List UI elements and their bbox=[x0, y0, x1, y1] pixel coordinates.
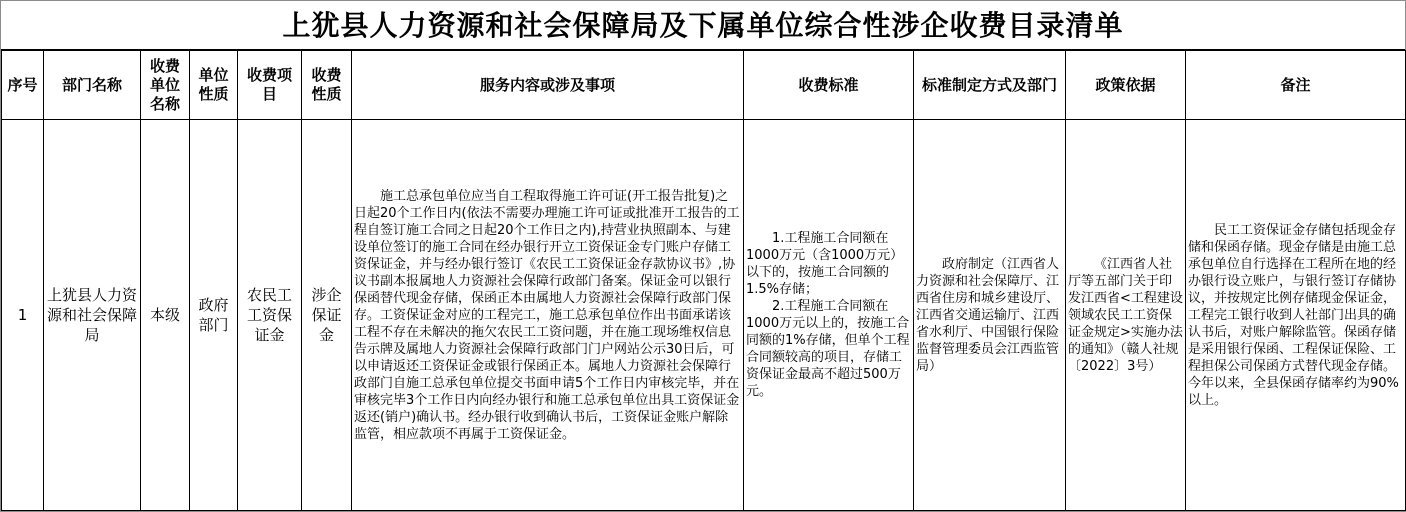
cell-standard bbox=[744, 120, 914, 511]
remark-text: 民工工资保证金存储包括现金存储和保函存储。现金存储是由施工总承包单位自行选择在工程所在地的经办银行设立账户，与银行签订存储协议，并按规定比例存储现金保证金，工程完工银行收到人社部门出具的确认书后，对账户解除监管。保函存储是采用银行保函、工程保证保险、工程担保公司保函方式替代现金存储。今年以来，全县保函存储率约为90%以上。 bbox=[1188, 222, 1399, 408]
cell-remark bbox=[1186, 120, 1406, 511]
header-remark: 备注 bbox=[1186, 51, 1406, 120]
policy-text: 《江西省人社厅等五部门关于印发江西省<工程建设领域农民工工资保证金规定>实施办法的通知》（赣人社规〔2022〕3号） bbox=[1068, 256, 1183, 374]
cell-service bbox=[352, 120, 744, 511]
header-unit: 收费单位名称 bbox=[141, 51, 190, 120]
header-dept: 部门名称 bbox=[44, 51, 141, 120]
cell-dept: 上犹县人力资源和社会保障局 bbox=[44, 120, 141, 511]
header-policy: 政策依据 bbox=[1066, 51, 1186, 120]
service-text: 施工总承包单位应当自工程取得施工许可证(开工报告批复)之日起20个工作日内(依法不需要办理施工许可证或批准开工报告的工程自签订施工合同之日起20个工作日之内),持营业执照副本、与建设单位签订的施工合同在经办银行开立工资保证金专门账户存储工资保证金，并与经办银行签订《农民工工资保证金存款协议书》,协议书副本报属地人力资源社会保障行政部门备案。保证金可以银行保函替代现金存储，保函正本由属地人力资源社会保障行政部门保存。工资保证金对应的工程完工，施工总承包单位作出书面承诺该工程不存在未解决的拖欠农民工工资问题，并在施工现场维权信息告示牌及属地人力资源社会保障行政部门门户网站公示30日后，可以申请返还工资保证金或银行保函正本。属地人力资源社会保障行政部门自施工总承包单位提交书面申请5个工作日内审核完毕，并在审核完毕3个工作日内向经办银行和施工总承包单位出具工资保证金返还(销户)确认书。经办银行收到确认书后，工资保证金账户解除监管，相应款项不再属于工资保证金。 bbox=[354, 188, 740, 442]
header-nature: 单位性质 bbox=[190, 51, 238, 120]
header-service: 服务内容或涉及事项 bbox=[352, 51, 744, 120]
cell-method bbox=[914, 120, 1066, 511]
cell-item: 农民工工资保证金 bbox=[238, 120, 302, 511]
standard-text-2: 2.工程施工合同额在1000万元以上的，按施工合同额的1%存储，但单个工程合同额较高的项目，存储工资保证金最高不超过500万元。 bbox=[746, 299, 910, 399]
cell-category: 涉企保证金 bbox=[302, 120, 352, 511]
cell-seq: 1 bbox=[2, 120, 44, 511]
header-method: 标准制定方式及部门 bbox=[914, 51, 1066, 120]
document-title: 上犹县人力资源和社会保障局及下属单位综合性涉企收费目录清单 bbox=[1, 1, 1405, 50]
table-row bbox=[2, 120, 1406, 511]
header-item: 收费项目 bbox=[238, 51, 302, 120]
method-text: 政府制定（江西省人力资源和社会保障厅、江西省住房和城乡建设厅、江西省交通运输厅、江西省水利厅、中国银行保险监督管理委员会江西监管局） bbox=[916, 256, 1060, 374]
header-category: 收费性质 bbox=[302, 51, 352, 120]
cell-unit: 本级 bbox=[141, 120, 190, 511]
header-row bbox=[2, 51, 1406, 120]
header-standard: 收费标准 bbox=[744, 51, 914, 120]
header-seq: 序号 bbox=[2, 51, 44, 120]
fee-catalog-table bbox=[1, 50, 1406, 511]
cell-nature: 政府部门 bbox=[190, 120, 238, 511]
standard-text-1: 1.工程施工合同额在1000万元（含1000万元）以下的，按施工合同额的1.5%存储； bbox=[746, 231, 904, 297]
cell-policy bbox=[1066, 120, 1186, 511]
